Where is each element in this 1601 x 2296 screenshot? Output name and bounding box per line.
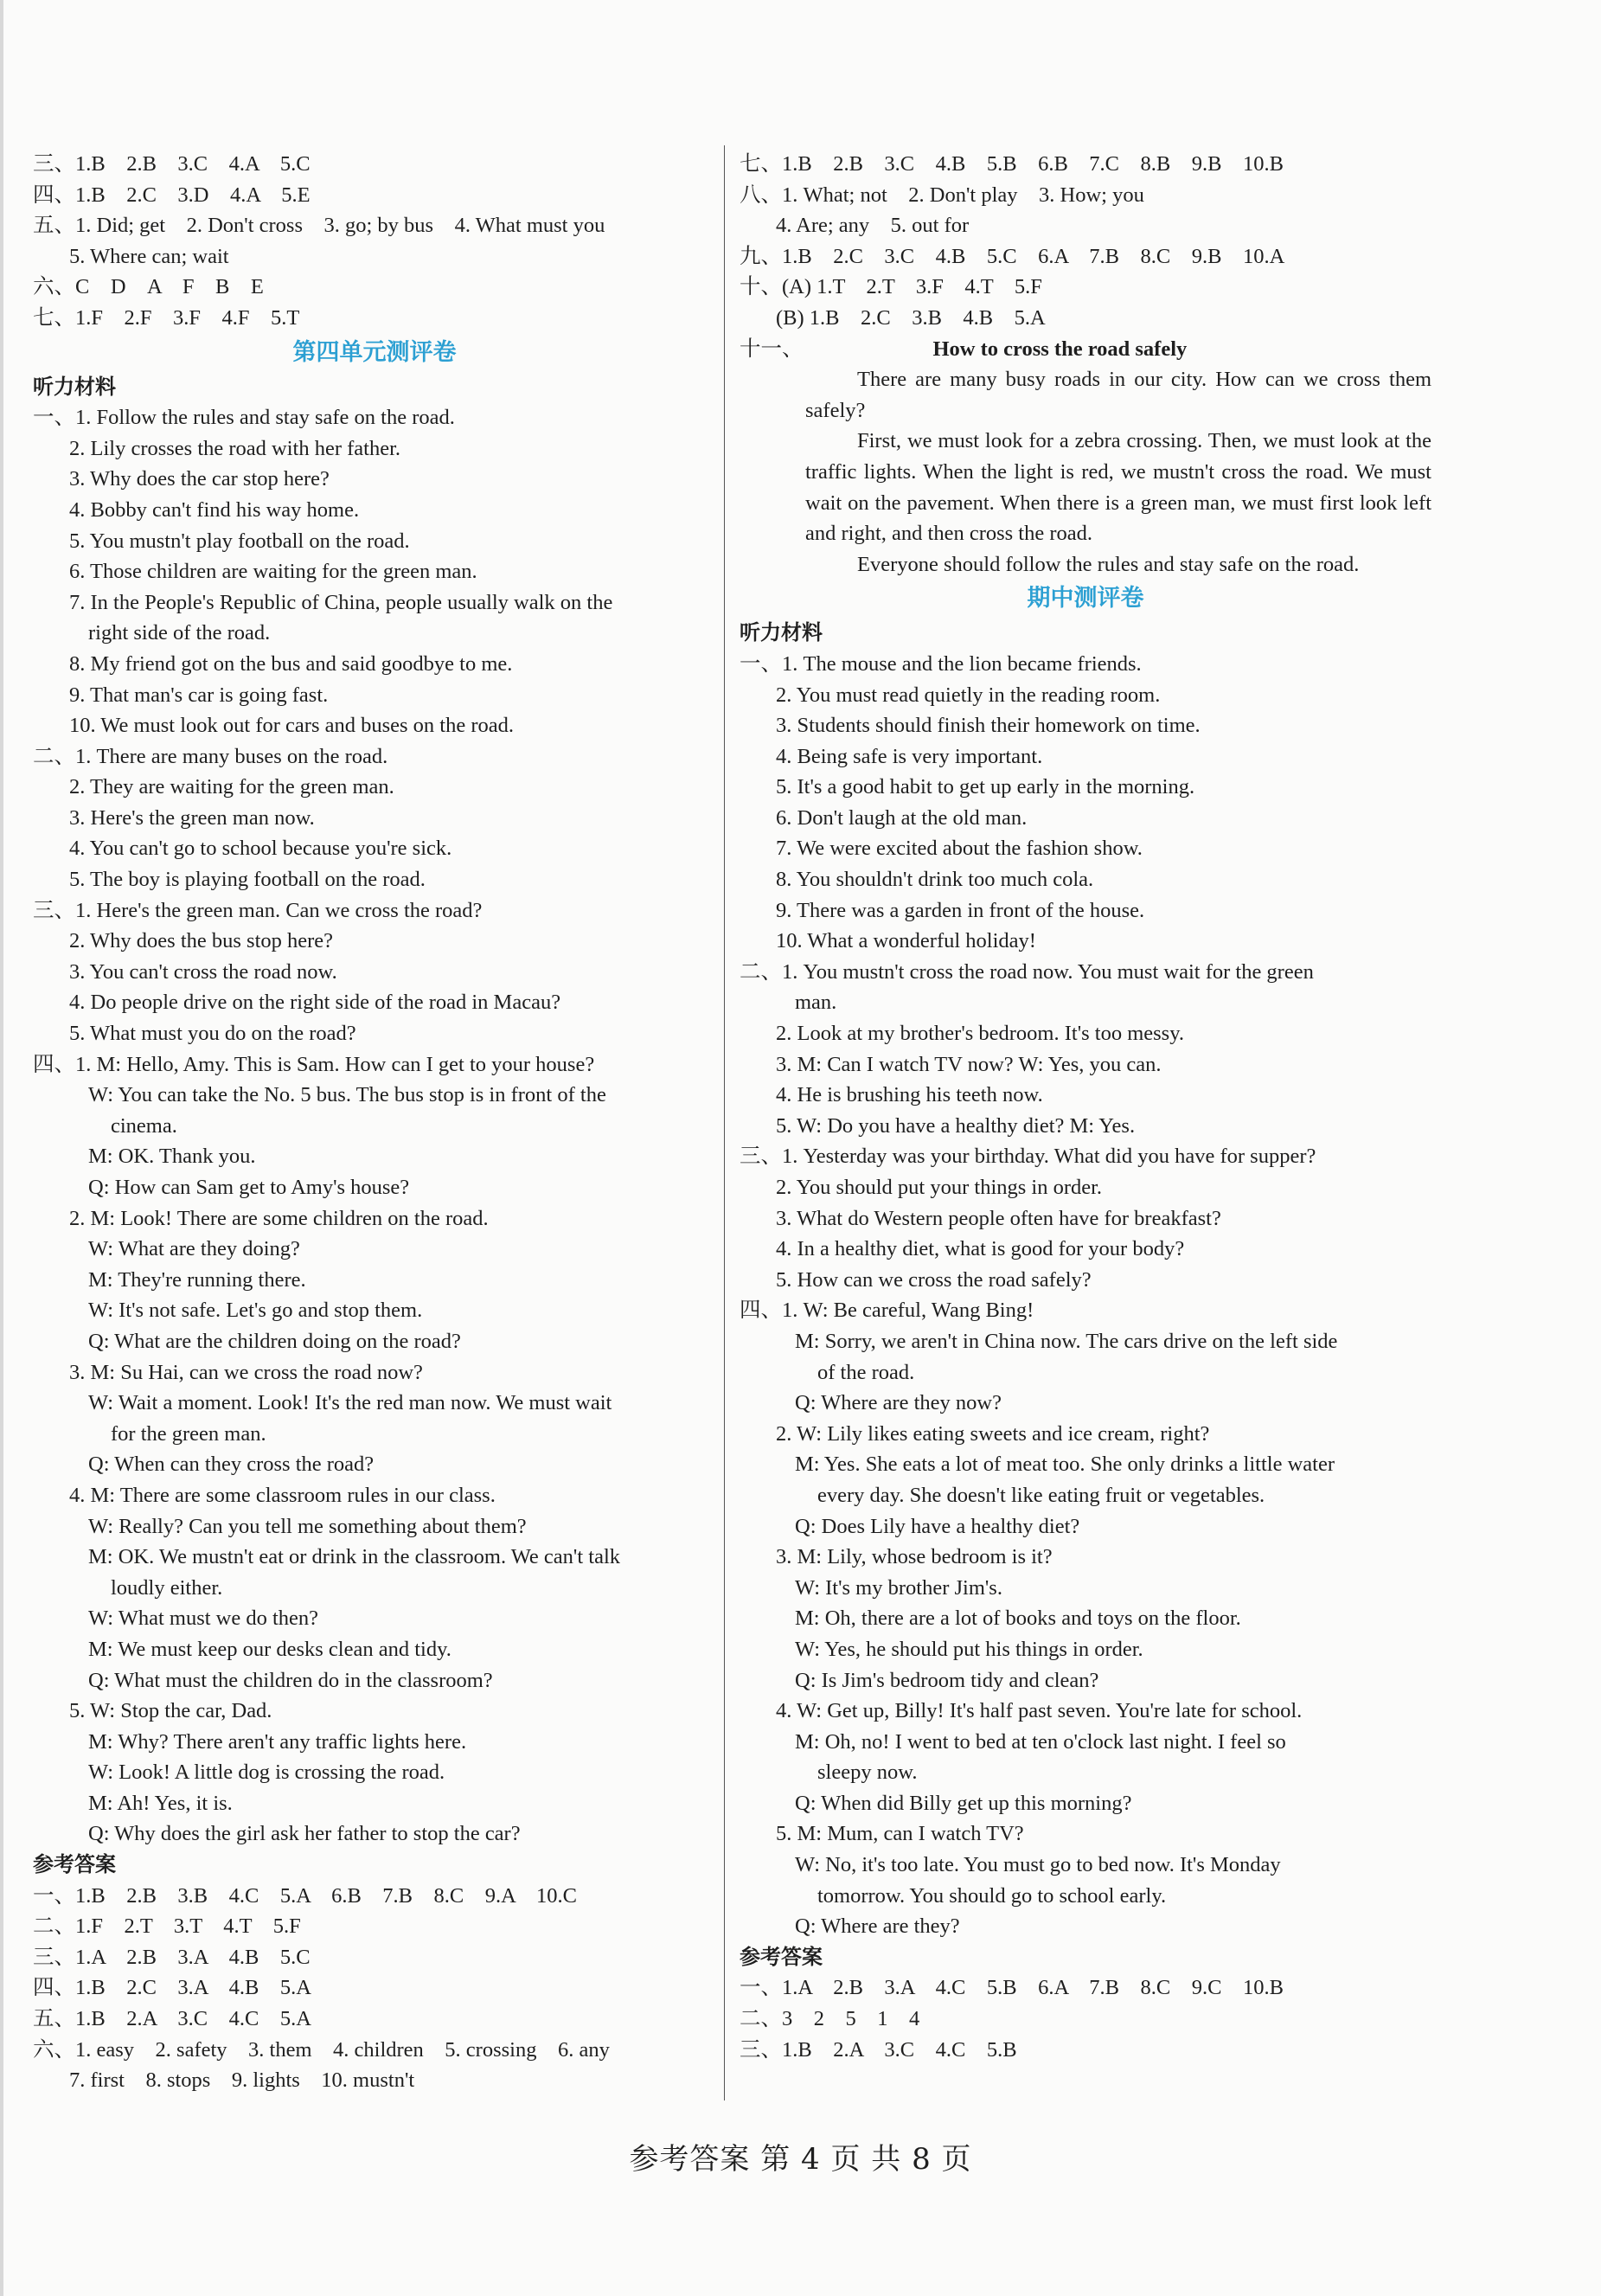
text-line: sleepy now. xyxy=(817,1760,918,1785)
page-edge-shadow xyxy=(0,0,3,2296)
text-line: 7. In the People's Republic of China, people usually walk on the xyxy=(69,590,613,614)
text-line: M: OK. We mustn't eat or drink in the classroom. We can't talk xyxy=(88,1545,621,1569)
text-line: Q: Where are they? xyxy=(795,1914,960,1939)
text-line: 10. We must look out for cars and buses on the road. xyxy=(69,714,515,738)
text-line: W: Yes, he should put his things in order. xyxy=(795,1637,1143,1661)
text-line: 9. There was a garden in front of the house. xyxy=(776,898,1145,922)
text-line: W: It's not safe. Let's go and stop them. xyxy=(88,1299,423,1323)
text-line: M: Yes. She eats a lot of meat too. She only drinks a little water xyxy=(795,1453,1335,1477)
text-line: 5. It's a good habit to get up early in the morning. xyxy=(776,775,1195,799)
text-line: (B) 1.B 2.C 3.B 4.B 5.A xyxy=(776,305,1046,330)
text-line: 六、C D A F B E xyxy=(33,275,264,299)
subsection-heading: 听力材料 xyxy=(740,620,823,645)
essay-paragraph: There are many busy roads in our city. How can we cross them safely? xyxy=(805,368,1431,422)
text-line: 3. M: Lily, whose bedroom is it? xyxy=(776,1545,1053,1569)
subsection-heading: 听力材料 xyxy=(33,374,116,399)
text-line: 四、1. W: Be careful, Wang Bing! xyxy=(740,1299,1034,1323)
text-line: Q: What are the children doing on the road? xyxy=(88,1329,461,1353)
text-line: 4. Do people drive on the right side of the road in Macau? xyxy=(69,991,561,1015)
text-line: 5. M: Mum, can I watch TV? xyxy=(776,1822,1024,1846)
essay-paragraph: Everyone should follow the rules and stay safe on the road. xyxy=(857,552,1360,576)
text-line: 3. What do Western people often have for breakfast? xyxy=(776,1206,1221,1230)
text-line: W: You can take the No. 5 bus. The bus stop is in front of the xyxy=(88,1083,606,1107)
text-line: 3. Students should finish their homework on time. xyxy=(776,714,1201,738)
text-line: W: Look! A little dog is crossing the road. xyxy=(88,1760,445,1785)
text-line: Q: How can Sam get to Amy's house? xyxy=(88,1176,410,1199)
text-line: 3. You can't cross the road now. xyxy=(69,959,337,984)
text-line: 9. That man's car is going fast. xyxy=(69,683,329,707)
text-line: cinema. xyxy=(111,1113,177,1138)
section-title: 第四单元测评卷 xyxy=(292,338,457,366)
text-line: of the road. xyxy=(817,1360,915,1384)
text-line: 一、1. Follow the rules and stay safe on the road. xyxy=(33,406,455,430)
text-line: 四、1. M: Hello, Amy. This is Sam. How can I get to your house? xyxy=(33,1052,595,1076)
essay-heading-line xyxy=(740,334,1431,365)
text-line: M: Oh, no! I went to bed at ten o'clock last night. I feel so xyxy=(795,1729,1286,1754)
text-line: every day. She doesn't like eating fruit or vegetables. xyxy=(817,1483,1265,1507)
text-line: 六、1. easy 2. safety 3. them 4. children 5. crossing 6. any xyxy=(33,2037,610,2062)
text-line: M: OK. Thank you. xyxy=(88,1145,256,1169)
text-line: 4. Being safe is very important. xyxy=(776,744,1043,768)
text-line: Q: Where are they now? xyxy=(795,1391,1002,1415)
text-line: 九、1.B 2.C 3.C 4.B 5.C 6.A 7.B 8.C 9.B 10.A xyxy=(740,244,1285,268)
text-line: 4. W: Get up, Billy! It's half past seven. You're late for school. xyxy=(776,1699,1303,1723)
text-line: 7. We were excited about the fashion show. xyxy=(776,837,1143,861)
text-line: 七、1.B 2.B 3.C 4.B 5.B 6.B 7.C 8.B 9.B 10.B xyxy=(740,152,1284,176)
text-line: 十、(A) 1.T 2.T 3.F 4.T 5.F xyxy=(740,275,1042,299)
text-line: 8. You shouldn't drink too much cola. xyxy=(776,868,1094,892)
text-line: W: It's my brother Jim's. xyxy=(795,1575,1002,1600)
text-line: W: What are they doing? xyxy=(88,1237,300,1261)
text-line: tomorrow. You should go to school early. xyxy=(817,1883,1167,1908)
text-line: Q: What must the children do in the classroom? xyxy=(88,1668,493,1692)
text-line: 三、1. Here's the green man. Can we cross the road? xyxy=(33,898,483,922)
left-column xyxy=(33,149,716,2096)
text-line: 二、1. There are many buses on the road. xyxy=(33,744,388,768)
text-line: 二、3 2 5 1 4 xyxy=(740,2007,920,2031)
text-line: 4. Bobby can't find his way home. xyxy=(69,497,360,522)
text-line: 2. M: Look! There are some children on the road. xyxy=(69,1206,489,1230)
text-line: M: Ah! Yes, it is. xyxy=(88,1791,233,1815)
page-footer: 参考答案 第 4 页 共 8 页 xyxy=(629,2142,972,2177)
text-line: 5. Where can; wait xyxy=(69,244,229,268)
text-line: 3. Why does the car stop here? xyxy=(69,467,330,491)
text-line: 4. He is brushing his teeth now. xyxy=(776,1083,1043,1107)
text-line: M: They're running there. xyxy=(88,1267,306,1292)
text-line: right side of the road. xyxy=(88,621,271,645)
right-column xyxy=(740,149,1431,2065)
text-line: Q: Is Jim's bedroom tidy and clean? xyxy=(795,1668,1099,1692)
text-line: 二、1.F 2.T 3.T 4.T 5.F xyxy=(33,1914,301,1939)
essay-question-number: 十一、 xyxy=(740,337,804,361)
text-line: 2. W: Lily likes eating sweets and ice cream, right? xyxy=(776,1421,1210,1446)
text-line: 10. What a wonderful holiday! xyxy=(776,929,1036,953)
text-line: Q: When can they cross the road? xyxy=(88,1453,375,1477)
text-line: 5. What must you do on the road? xyxy=(69,1022,356,1046)
text-line: 一、1.B 2.B 3.B 4.C 5.A 6.B 7.B 8.C 9.A 10.C xyxy=(33,1883,577,1908)
text-line: M: Oh, there are a lot of books and toys on the floor. xyxy=(795,1607,1241,1631)
text-line: 2. You must read quietly in the reading room. xyxy=(776,683,1161,707)
text-line: W: No, it's too late. You must go to bed now. It's Monday xyxy=(795,1853,1281,1877)
text-line: 三、1. Yesterday was your birthday. What did you have for supper? xyxy=(740,1145,1316,1169)
text-line: 七、1.F 2.F 3.F 4.F 5.T xyxy=(33,305,300,330)
text-line: 6. Those children are waiting for the green man. xyxy=(69,560,477,584)
text-line: 5. You mustn't play football on the road. xyxy=(69,529,410,553)
essay-paragraph: First, we must look for a zebra crossing. Then, we must look at the traffic lights. When the light is red, we mustn't cross the road. We must wait on the pavement. When there is a green man, we must first look left and right, and then cross the road. xyxy=(805,429,1431,546)
text-line: for the green man. xyxy=(111,1421,266,1446)
text-line: Q: Why does the girl ask her father to stop the car? xyxy=(88,1822,521,1846)
text-line: 5. W: Stop the car, Dad. xyxy=(69,1699,272,1723)
text-line: Q: Does Lily have a healthy diet? xyxy=(795,1514,1080,1538)
subsection-heading: 参考答案 xyxy=(33,1852,116,1877)
text-line: 5. How can we cross the road safely? xyxy=(776,1267,1092,1292)
text-line: Q: When did Billy get up this morning? xyxy=(795,1791,1132,1815)
text-line: 五、1.B 2.A 3.C 4.C 5.A xyxy=(33,2007,311,2031)
section-title: 期中测评卷 xyxy=(1027,585,1144,612)
text-line: M: Sorry, we aren't in China now. The cars drive on the left side xyxy=(795,1329,1338,1353)
text-line: 一、1. The mouse and the lion became friends. xyxy=(740,651,1142,676)
text-line: 三、1.B 2.B 3.C 4.A 5.C xyxy=(33,152,311,176)
text-line: W: What must we do then? xyxy=(88,1607,319,1631)
text-line: 2. Look at my brother's bedroom. It's too messy. xyxy=(776,1022,1184,1046)
text-line: M: Why? There aren't any traffic lights here. xyxy=(88,1729,467,1754)
text-line: 三、1.A 2.B 3.A 4.B 5.C xyxy=(33,1945,311,1969)
text-line: 4. You can't go to school because you're sick. xyxy=(69,837,452,861)
text-line: 7. first 8. stops 9. lights 10. mustn't xyxy=(69,2068,415,2093)
text-line: 五、1. Did; get 2. Don't cross 3. go; by bus 4. What must you xyxy=(33,214,605,238)
text-line: 4. M: There are some classroom rules in our class. xyxy=(69,1483,496,1507)
text-line: W: Really? Can you tell me something about them? xyxy=(88,1514,527,1538)
text-line: 二、1. You mustn't cross the road now. You must wait for the green xyxy=(740,959,1314,984)
subsection-heading: 参考答案 xyxy=(740,1944,823,1969)
essay-title: How to cross the road safely xyxy=(932,337,1188,361)
text-line: 5. W: Do you have a healthy diet? M: Yes. xyxy=(776,1113,1136,1138)
text-line: 四、1.B 2.C 3.D 4.A 5.E xyxy=(33,183,311,207)
text-line: 2. You should put your things in order. xyxy=(776,1176,1103,1199)
text-line: 3. Here's the green man now. xyxy=(69,805,315,830)
column-divider xyxy=(724,145,725,2100)
text-line: 4. In a healthy diet, what is good for your body? xyxy=(776,1237,1185,1261)
text-line: man. xyxy=(795,991,837,1015)
text-line: 2. Why does the bus stop here? xyxy=(69,929,334,953)
text-line: 8. My friend got on the bus and said goodbye to me. xyxy=(69,651,513,676)
text-line: loudly either. xyxy=(111,1575,223,1600)
text-line: 2. They are waiting for the green man. xyxy=(69,775,394,799)
text-line: 三、1.B 2.A 3.C 4.C 5.B xyxy=(740,2037,1017,2062)
text-line: 6. Don't laugh at the old man. xyxy=(776,805,1028,830)
text-line: 八、1. What; not 2. Don't play 3. How; you xyxy=(740,183,1144,207)
text-line: 4. Are; any 5. out for xyxy=(776,214,970,238)
text-line: 3. M: Can I watch TV now? W: Yes, you can. xyxy=(776,1052,1162,1076)
text-line: 四、1.B 2.C 3.A 4.B 5.A xyxy=(33,1976,311,2000)
text-line: 一、1.A 2.B 3.A 4.C 5.B 6.A 7.B 8.C 9.C 10.B xyxy=(740,1976,1284,2000)
text-line: 3. M: Su Hai, can we cross the road now? xyxy=(69,1360,423,1384)
text-line: M: We must keep our desks clean and tidy. xyxy=(88,1637,451,1661)
text-line: 5. The boy is playing football on the road. xyxy=(69,868,426,892)
text-line: W: Wait a moment. Look! It's the red man now. We must wait xyxy=(88,1391,612,1415)
text-line: 2. Lily crosses the road with her father. xyxy=(69,436,401,460)
